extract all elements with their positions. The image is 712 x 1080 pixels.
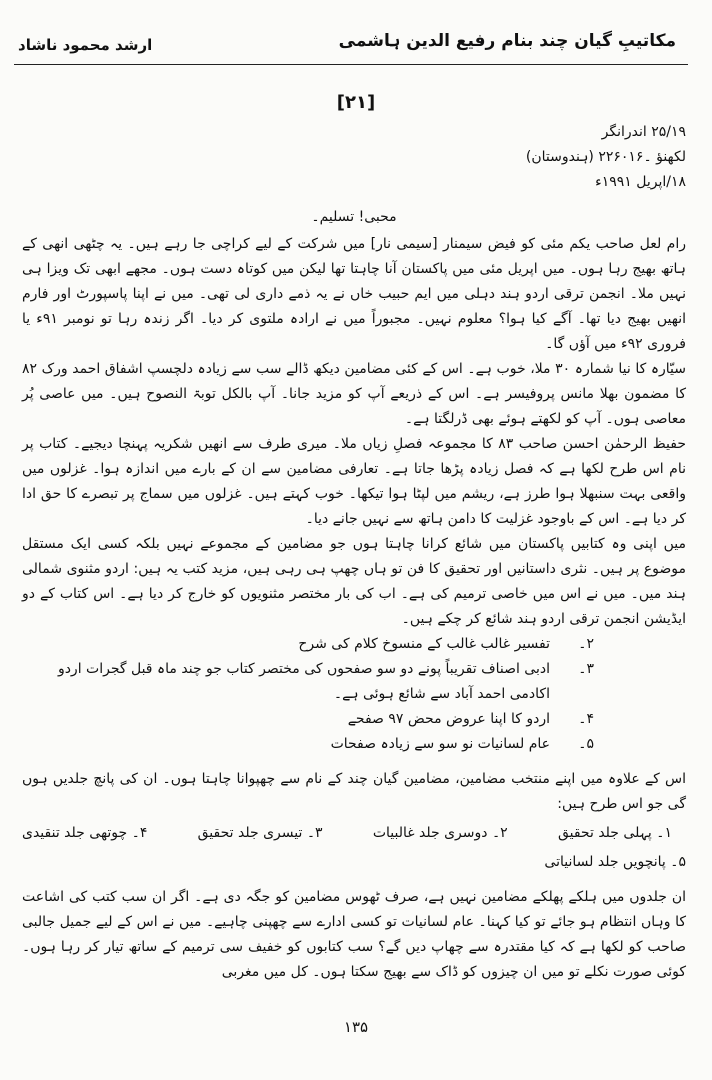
volume-item: ۵۔ پانچویں جلد لسانیاتی [544, 854, 686, 870]
list-number: ۲۔ [578, 636, 594, 652]
volume-item: ۴۔ چوتھی جلد تنقیدی [22, 825, 148, 841]
letter-date: ۱۸/اپریل ۱۹۹۱ء [595, 174, 686, 190]
volume-item: ۱۔ پہلی جلد تحقیق [557, 825, 672, 841]
list-text: اردو کا اپنا عروض محض ۹۷ صفحے [347, 711, 550, 727]
list-text: عام لسانیات نو سو سے زیادہ صفحات [330, 736, 550, 752]
salutation: محبی! تسلیم۔ [311, 209, 397, 225]
closing-paragraph: ان جلدوں میں ہلکے پھلکے مضامین نہیں ہے، صرف ٹھوس مضامین کو جگہ دی ہے۔ اگر ان سب کتب کی اشاعت کا وہاں انتظام ہو جائے تو کیا کہنا۔ عام لسانیات تو کسی ادارے سے چھپنی چاہیے۔ میں نے اس کے لیے جمیل جالبی صاحب کو لکھا ہے کہ کیا مقتدرہ سے چھاپ دیں گے؟ سب کتابوں کو خفیف سی ترمیم کے ساتھ تیار کر رہا ہوں۔ کوئی صورت نکلے تو میں ان چیزوں کو ڈاک سے بھیج سکتا ہوں۔ کل میں مغربی [22, 889, 686, 980]
page-number: ۱۳۵ [343, 1018, 369, 1036]
volume-item: ۳۔ تیسری جلد تحقیق [197, 825, 323, 841]
volume-item: ۲۔ دوسری جلد غالبیات [372, 825, 508, 841]
paragraph: سیّارہ کا نیا شمارہ ۳۰ ملا، خوب ہے۔ اس کے کئی مضامین دیکھ ڈالے سب سے زیادہ دلچسپ اشفاق احمد ورک ۸۲ کا مضمون بھلا مانس پروفیسر ہے۔ اس کے ذریعے آپ کو مزید جانا۔ آپ بالکل توبۃ النصوح ہیں۔ میں عاصی پُر معاصی ہوں۔ آپ کو لکھتے ہوئے بھی ڈرلگتا ہے۔ [22, 361, 687, 427]
list-item [22, 632, 686, 657]
letter-body [22, 120, 686, 985]
paragraph: حفیظ الرحمٰن احسن صاحب ۸۳ کا مجموعہ فصلِ زیاں ملا۔ میری طرف سے انھیں شکریہ پہنچا دیجیے۔ کتاب پر نام اس طرح لکھا ہے کہ فصل زیادہ پڑھا جاتا ہے۔ تعارفی مضامین سے ان کے بارے میں اندازہ ہوا۔ غزلوں میں واقعی بہت سنبھلا ہوا طرز ہے، ریشم میں لپٹا ہوا تیکھا۔ خوب کہتے ہیں۔ غزلوں میں سماج پر تبصرے کا حق ادا کر دیا ہے۔ اس کے باوجود غزلیت کا دامن ہاتھ سے نہیں جانے دیا۔ [22, 436, 686, 527]
list-text: تفسیر غالب غالب کے منسوخ کلام کی شرح [298, 636, 550, 652]
running-header-title: مکاتیبِ گیان چند بنام رفیع الدین ہاشمی [338, 31, 676, 51]
list-number: ۳۔ [578, 661, 594, 677]
list-item [22, 657, 686, 707]
paragraph: میں اپنی وہ کتابیں پاکستان میں شائع کرانا چاہتا ہوں جو مضامین کے مجموعے نہیں بلکہ کسی ایک مستقل موضوع پر ہیں۔ نثری داستانیں اور تحقیق کا فن تو ہاں چھپ ہی رہی ہیں، مزید کتب یہ ہیں: اردو مثنوی شمالی ہند میں۔ میں نے اس میں خاصی ترمیم کی ہے۔ اب کی بار مختصر مثنویوں کو خارج کر دیا ہے۔ اس کتاب کے دو ایڈیشن انجمن ترقی اردو ہند شائع کر چکے ہیں۔ [22, 536, 686, 627]
address-line: لکھنؤ ۔۲۲۶۰۱۶ (ہندوستان) [525, 149, 686, 165]
volumes-intro: اس کے علاوہ میں اپنے منتخب مضامین، مضامین گیان چند کے نام سے چھپوانا چاہتا ہوں۔ ان کی پانچ جلدیں ہوں گی جو اس طرح ہیں: [22, 771, 686, 812]
list-item [22, 707, 686, 732]
list-number: ۴۔ [578, 711, 594, 727]
list-number: ۵۔ [578, 736, 594, 752]
address-line: ۲۵/۱۹ اندرانگر [601, 124, 686, 140]
list-text: ادبی اصناف تقریباً پونے دو سو صفحوں کی مختصر کتاب جو چند ماہ قبل گجرات اردو اکادمی احمد آباد سے شائع ہوئی ہے۔ [57, 661, 550, 702]
volumes-row [22, 821, 686, 846]
header-rule [14, 64, 688, 65]
paragraph: رام لعل صاحب یکم مئی کو فیض سیمنار [سیمی نار] میں شرکت کے لیے کراچی جا رہے ہیں۔ یہ چٹھی انھی کے ہاتھ بھیج رہا ہوں۔ میں اپریل مئی میں پاکستان آنا چاہتا تھا لیکن میں کوتاہ دست ہوں۔ مجھے ابھی تک ویزا ہی نہیں ملا۔ انجمن ترقی اردو ہند دہلی میں ایم حبیب خاں نے یہ ذمے داری لی تھی۔ میں نے اپنا پاسپورٹ اور فارم انھیں بھیج دیا تھا۔ آگے کیا ہوا؟ معلوم نہیں۔ مجبوراً میں نے ارادہ ملتوی کر دیا۔ اگر زندہ رہا تو نومبر ۹۱ء یا فروری ۹۲ء میں آؤں گا۔ [22, 236, 687, 352]
list-item [22, 732, 686, 757]
letter-number: [۲۱] [336, 92, 376, 113]
running-header-author: ارشد محمود ناشاد [18, 36, 153, 54]
